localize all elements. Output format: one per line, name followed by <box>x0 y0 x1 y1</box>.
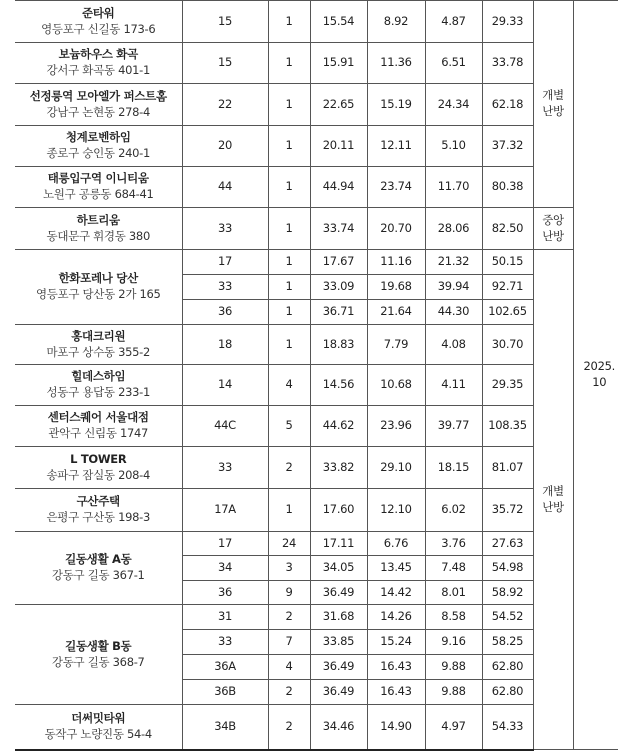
total-area-cell: 62.80 <box>482 655 533 680</box>
building-address: 노원구 공릉동 684-41 <box>43 187 154 201</box>
heating-line1: 개별 <box>542 88 564 103</box>
table-row <box>15 208 618 250</box>
total-area-cell: 27.63 <box>482 532 533 556</box>
exclusive-area-cell: 33.09 <box>310 275 367 300</box>
unit-count-cell: 24 <box>268 532 310 556</box>
other-area-cell: 9.88 <box>425 680 482 705</box>
table-row <box>15 406 618 447</box>
common-area-cell: 15.19 <box>367 84 425 126</box>
unit-type-cell: 36A <box>182 655 268 680</box>
table-row <box>15 489 618 532</box>
total-area-cell: 54.52 <box>482 605 533 630</box>
exclusive-area-cell: 17.60 <box>310 489 367 532</box>
total-area-cell: 58.92 <box>482 581 533 605</box>
other-area-cell: 11.70 <box>425 167 482 208</box>
other-area-cell: 39.94 <box>425 275 482 300</box>
table-row <box>15 250 618 275</box>
heating-line2: 난방 <box>542 104 564 118</box>
unit-count-cell: 2 <box>268 680 310 705</box>
unit-type-cell: 15 <box>182 43 268 84</box>
exclusive-area-cell: 44.62 <box>310 406 367 447</box>
other-area-cell: 3.76 <box>425 532 482 556</box>
unit-type-cell: 33 <box>182 275 268 300</box>
building-address: 은평구 구산동 198-3 <box>46 510 150 524</box>
building-cell <box>15 705 182 750</box>
total-area-cell: 50.15 <box>482 250 533 275</box>
heating-line2: 난방 <box>542 499 564 514</box>
table-row <box>15 84 618 126</box>
unit-count-cell: 1 <box>268 84 310 126</box>
unit-count-cell: 1 <box>268 250 310 275</box>
building-name: 홍대크리원 <box>71 328 126 343</box>
building-cell <box>15 43 182 84</box>
building-name: 길동생활 A동 <box>65 552 132 567</box>
other-area-cell: 9.16 <box>425 630 482 655</box>
building-address: 강서구 화곡동 401-1 <box>46 63 150 77</box>
building-name: 청계로벤하임 <box>65 130 131 145</box>
building-name: 하트리움 <box>76 212 120 227</box>
common-area-cell: 15.24 <box>367 630 425 655</box>
exclusive-area-cell: 17.11 <box>310 532 367 556</box>
total-area-cell: 92.71 <box>482 275 533 300</box>
total-area-cell: 81.07 <box>482 447 533 489</box>
unit-type-cell: 17 <box>182 532 268 556</box>
other-area-cell: 4.97 <box>425 705 482 750</box>
exclusive-area-cell: 22.65 <box>310 84 367 126</box>
exclusive-area-cell: 36.49 <box>310 581 367 605</box>
building-name: 보늄하우스 화곡 <box>58 47 138 62</box>
common-area-cell: 13.45 <box>367 556 425 581</box>
building-name: 센터스퀘어 서울대점 <box>47 410 149 425</box>
table-row <box>15 126 618 167</box>
unit-type-cell: 18 <box>182 325 268 365</box>
date-line2: 10 <box>592 375 607 389</box>
building-address: 송파구 잠실동 208-4 <box>46 467 150 482</box>
other-area-cell: 5.10 <box>425 126 482 167</box>
table-row <box>15 532 618 556</box>
common-area-cell: 12.10 <box>367 489 425 532</box>
common-area-cell: 7.79 <box>367 325 425 365</box>
common-area-cell: 16.43 <box>367 655 425 680</box>
building-name: 길동생활 B동 <box>65 638 132 653</box>
common-area-cell: 6.76 <box>367 532 425 556</box>
other-area-cell: 44.30 <box>425 300 482 325</box>
common-area-cell: 16.43 <box>367 680 425 705</box>
common-area-cell: 11.16 <box>367 250 425 275</box>
unit-type-cell: 17 <box>182 250 268 275</box>
common-area-cell: 23.74 <box>367 167 425 208</box>
other-area-cell: 4.08 <box>425 325 482 365</box>
building-address: 종로구 숭인동 240-1 <box>46 146 150 160</box>
table-row <box>15 705 618 750</box>
building-name: 구산주택 <box>76 494 120 509</box>
other-area-cell: 24.34 <box>425 84 482 126</box>
exclusive-area-cell: 36.71 <box>310 300 367 325</box>
unit-type-cell: 15 <box>182 1 268 43</box>
exclusive-area-cell: 14.56 <box>310 365 367 406</box>
unit-count-cell: 1 <box>268 208 310 250</box>
unit-count-cell: 1 <box>268 300 310 325</box>
common-area-cell: 14.90 <box>367 705 425 750</box>
exclusive-area-cell: 31.68 <box>310 605 367 630</box>
exclusive-area-cell: 33.82 <box>310 447 367 489</box>
exclusive-area-cell: 34.46 <box>310 705 367 750</box>
unit-count-cell: 4 <box>268 365 310 406</box>
common-area-cell: 11.36 <box>367 43 425 84</box>
building-cell <box>15 325 182 365</box>
building-name: L TOWER <box>70 451 127 466</box>
unit-type-cell: 33 <box>182 630 268 655</box>
common-area-cell: 10.68 <box>367 365 425 406</box>
unit-count-cell: 1 <box>268 325 310 365</box>
unit-type-cell: 36 <box>182 581 268 605</box>
building-name: 한화포레나 당산 <box>58 271 138 286</box>
unit-count-cell: 1 <box>268 1 310 43</box>
exclusive-area-cell: 33.74 <box>310 208 367 250</box>
housing-supply-table <box>15 0 618 751</box>
total-area-cell: 102.65 <box>482 300 533 325</box>
unit-count-cell: 1 <box>268 126 310 167</box>
unit-type-cell: 33 <box>182 447 268 489</box>
unit-type-cell: 20 <box>182 126 268 167</box>
heating-type-cell <box>533 250 573 750</box>
other-area-cell: 9.88 <box>425 655 482 680</box>
total-area-cell: 62.18 <box>482 84 533 126</box>
unit-count-cell: 7 <box>268 630 310 655</box>
unit-count-cell: 1 <box>268 167 310 208</box>
exclusive-area-cell: 33.85 <box>310 630 367 655</box>
common-area-cell: 21.64 <box>367 300 425 325</box>
total-area-cell: 58.25 <box>482 630 533 655</box>
other-area-cell: 7.48 <box>425 556 482 581</box>
unit-type-cell: 17A <box>182 489 268 532</box>
unit-count-cell: 1 <box>268 275 310 300</box>
table-row <box>15 1 618 43</box>
exclusive-area-cell: 44.94 <box>310 167 367 208</box>
heating-line1: 개별 <box>542 483 564 498</box>
building-name: 선정릉역 모아엘가 퍼스트홈 <box>29 88 167 103</box>
table-row <box>15 325 618 365</box>
building-cell <box>15 489 182 532</box>
building-cell <box>15 126 182 167</box>
other-area-cell: 21.32 <box>425 250 482 275</box>
other-area-cell: 4.11 <box>425 365 482 406</box>
total-area-cell: 82.50 <box>482 208 533 250</box>
building-address: 영등포구 당산동 2가 165 <box>35 287 161 301</box>
other-area-cell: 6.51 <box>425 43 482 84</box>
common-area-cell: 29.10 <box>367 447 425 489</box>
exclusive-area-cell: 34.05 <box>310 556 367 581</box>
common-area-cell: 20.70 <box>367 208 425 250</box>
exclusive-area-cell: 18.83 <box>310 325 367 365</box>
building-cell <box>15 84 182 126</box>
common-area-cell: 14.26 <box>367 605 425 630</box>
unit-count-cell: 3 <box>268 556 310 581</box>
table-row <box>15 167 618 208</box>
unit-type-cell: 44C <box>182 406 268 447</box>
table-row <box>15 365 618 406</box>
common-area-cell: 14.42 <box>367 581 425 605</box>
other-area-cell: 4.87 <box>425 1 482 43</box>
total-area-cell: 30.70 <box>482 325 533 365</box>
table-row <box>15 447 618 489</box>
building-name: 더써밋타워 <box>71 711 126 726</box>
total-area-cell: 33.78 <box>482 43 533 84</box>
date-line1: 2025. <box>583 359 615 374</box>
unit-count-cell: 1 <box>268 43 310 84</box>
unit-count-cell: 1 <box>268 489 310 532</box>
other-area-cell: 8.01 <box>425 581 482 605</box>
unit-count-cell: 2 <box>268 705 310 750</box>
total-area-cell: 35.72 <box>482 489 533 532</box>
building-address: 영등포구 신길동 173-6 <box>41 21 156 36</box>
exclusive-area-cell: 15.54 <box>310 1 367 43</box>
unit-type-cell: 36 <box>182 300 268 325</box>
common-area-cell: 12.11 <box>367 126 425 167</box>
building-address: 강동구 길동 368-7 <box>51 654 145 669</box>
unit-type-cell: 22 <box>182 84 268 126</box>
exclusive-area-cell: 36.49 <box>310 680 367 705</box>
unit-count-cell: 2 <box>268 605 310 630</box>
exclusive-area-cell: 20.11 <box>310 126 367 167</box>
common-area-cell: 19.68 <box>367 275 425 300</box>
heating-type-cell <box>533 1 573 208</box>
unit-type-cell: 36B <box>182 680 268 705</box>
total-area-cell: 37.32 <box>482 126 533 167</box>
building-address: 관악구 신림동 1747 <box>48 426 149 440</box>
building-address: 마포구 상수동 355-2 <box>46 344 150 359</box>
other-area-cell: 8.58 <box>425 605 482 630</box>
total-area-cell: 62.80 <box>482 680 533 705</box>
total-area-cell: 80.38 <box>482 167 533 208</box>
common-area-cell: 8.92 <box>367 1 425 43</box>
table-row <box>15 43 618 84</box>
building-cell <box>15 447 182 489</box>
unit-count-cell: 5 <box>268 406 310 447</box>
common-area-cell: 23.96 <box>367 406 425 447</box>
other-area-cell: 28.06 <box>425 208 482 250</box>
unit-type-cell: 34B <box>182 705 268 750</box>
building-cell <box>15 605 182 705</box>
total-area-cell: 29.33 <box>482 1 533 43</box>
total-area-cell: 108.35 <box>482 406 533 447</box>
building-name: 태릉입구역 이니티움 <box>47 171 149 186</box>
unit-type-cell: 44 <box>182 167 268 208</box>
table-row <box>15 605 618 630</box>
building-cell <box>15 406 182 447</box>
total-area-cell: 54.98 <box>482 556 533 581</box>
building-name: 준타워 <box>82 5 115 20</box>
exclusive-area-cell: 15.91 <box>310 43 367 84</box>
heating-line1: 중앙 <box>542 212 564 227</box>
building-cell <box>15 167 182 208</box>
other-area-cell: 39.77 <box>425 406 482 447</box>
heating-line2: 난방 <box>542 228 564 243</box>
building-cell <box>15 365 182 406</box>
exclusive-area-cell: 36.49 <box>310 655 367 680</box>
building-address: 강동구 길동 367-1 <box>51 568 145 582</box>
building-address: 동작구 노량진동 54-4 <box>44 726 152 741</box>
heating-type-cell <box>533 208 573 250</box>
other-area-cell: 6.02 <box>425 489 482 532</box>
unit-type-cell: 33 <box>182 208 268 250</box>
building-cell <box>15 1 182 43</box>
total-area-cell: 54.33 <box>482 705 533 750</box>
building-cell <box>15 250 182 325</box>
unit-count-cell: 2 <box>268 447 310 489</box>
unit-type-cell: 14 <box>182 365 268 406</box>
move-in-date-cell <box>573 1 618 750</box>
unit-type-cell: 34 <box>182 556 268 581</box>
building-cell <box>15 532 182 605</box>
unit-count-cell: 9 <box>268 581 310 605</box>
exclusive-area-cell: 17.67 <box>310 250 367 275</box>
building-address: 동대문구 휘경동 380 <box>46 228 150 243</box>
other-area-cell: 18.15 <box>425 447 482 489</box>
building-address: 성동구 용답동 233-1 <box>46 385 150 399</box>
building-name: 힐데스하임 <box>71 369 126 384</box>
unit-type-cell: 31 <box>182 605 268 630</box>
building-cell <box>15 208 182 250</box>
unit-count-cell: 4 <box>268 655 310 680</box>
building-address: 강남구 논현동 278-4 <box>46 104 150 119</box>
total-area-cell: 29.35 <box>482 365 533 406</box>
